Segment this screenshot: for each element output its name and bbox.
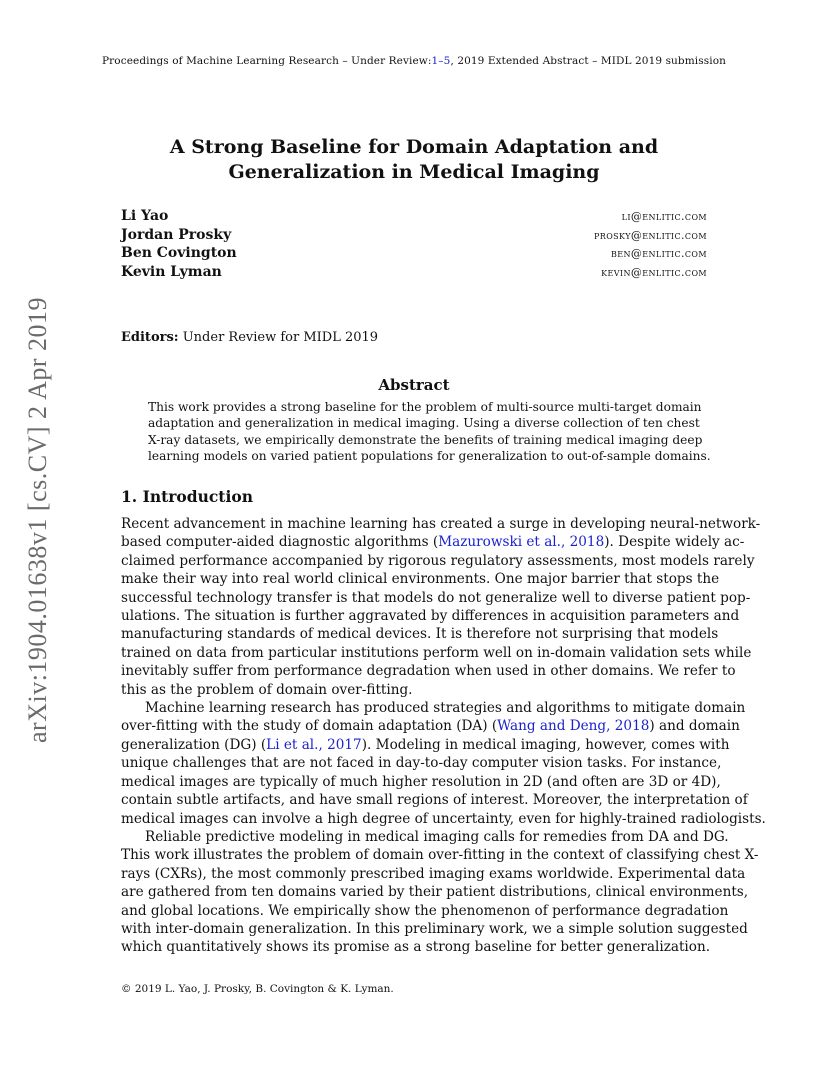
author-row: [121, 227, 707, 246]
author-row: [121, 264, 707, 283]
abstract-line: This work provides a strong baseline for the problem of multi-source multi-target domain: [148, 400, 702, 414]
citation-link[interactable]: Li et al., 2017: [266, 736, 362, 753]
editors-label: Editors:: [121, 330, 179, 345]
title-line-1: A Strong Baseline for Domain Adaptation and: [169, 136, 659, 158]
body-line: inevitably suffer from performance degradation when used in other domains. We refer to: [121, 663, 736, 680]
abstract-heading: Abstract: [378, 376, 450, 394]
abstract-line: X-ray datasets, we empirically demonstrate the benefits of training medical imaging deep: [148, 432, 703, 447]
body-line: [121, 717, 740, 735]
editors-line: [121, 330, 378, 345]
page-range-link[interactable]: 1–5: [431, 55, 451, 67]
author-email: li@enlitic.com: [621, 210, 707, 223]
body-line: and global locations. We empirically show the phenomenon of performance degradation: [121, 902, 729, 919]
body-line: trained on data from particular institutions perform well on in-domain validation sets while: [121, 644, 752, 661]
text-run: based computer-aided diagnostic algorithms (: [121, 534, 439, 551]
author-email: ben@enlitic.com: [610, 247, 707, 260]
body-line: successful technology transfer is that models do not generalize well to diverse patient pop-: [121, 589, 751, 606]
text-run: generalization (DG) (: [121, 736, 267, 753]
author-email: prosky@enlitic.com: [594, 228, 707, 242]
text-run: ). Despite widely ac-: [604, 534, 745, 551]
citation-link[interactable]: Mazurowski et al., 2018: [438, 534, 605, 551]
body-line: unique challenges that are not faced in day-to-day computer vision tasks. For instance,: [121, 755, 722, 772]
body-line: are gathered from ten domains varied by their patient distributions, clinical environments,: [121, 884, 749, 901]
text-run: ) and domain: [649, 718, 740, 735]
text-run: over-fitting with the study of domain adaptation (DA) (: [121, 718, 498, 735]
abstract-line: learning models on varied patient populations for generalization to out-of-sample domains.: [148, 449, 711, 464]
running-header: [0, 55, 828, 67]
body-line: rays (CXRs), the most commonly prescribed imaging exams worldwide. Experimental data: [121, 865, 746, 882]
author-block: [121, 208, 707, 282]
body-line: which quantitatively shows its promise as a strong baseline for better generalization.: [121, 939, 711, 956]
abstract-text: [148, 399, 711, 465]
title-line-2: Generalization in Medical Imaging: [228, 161, 600, 183]
text-run: ). Modeling in medical imaging, however, comes with: [361, 736, 730, 753]
body-line: make their way into real world clinical environments. One major barrier that stops the: [121, 571, 720, 588]
abstract-line: adaptation and generalization in medical imaging. Using a diverse collection of ten chest: [148, 416, 700, 431]
header-prefix: Proceedings of Machine Learning Research – Under Review:: [102, 55, 432, 67]
author-name: Li Yao: [121, 208, 169, 224]
arxiv-identifier: arXiv:1904.01638v1 [cs.CV] 2 Apr 2019: [23, 296, 52, 744]
body-line: medical images can involve a high degree of uncertainty, even for highly-trained radiologists.: [121, 810, 766, 827]
author-row: [121, 208, 707, 227]
body-line: claimed performance accompanied by rigorous regulatory assessments, most models rarely: [121, 552, 755, 569]
body-line: [121, 533, 745, 551]
author-row: [121, 245, 707, 264]
introduction-body: [121, 515, 766, 957]
author-name: Jordan Prosky: [121, 226, 232, 243]
body-line: this as the problem of domain over-fitting.: [121, 681, 413, 698]
editors-value: Under Review for MIDL 2019: [178, 330, 379, 345]
body-line: medical images are typically of much higher resolution in 2D (and often are 3D or 4D),: [121, 773, 721, 790]
author-name: Ben Covington: [121, 245, 237, 261]
body-line: manufacturing standards of medical devices. It is therefore not surprising that models: [121, 626, 719, 643]
author-name: Kevin Lyman: [121, 263, 222, 280]
paper-title: [121, 135, 707, 185]
body-line: ulations. The situation is further aggravated by differences in acquisition parameters and: [121, 608, 740, 625]
body-line: Reliable predictive modeling in medical imaging calls for remedies from DA and DG.: [145, 828, 729, 845]
citation-link[interactable]: Wang and Deng, 2018: [497, 718, 650, 735]
body-line: Recent advancement in machine learning has created a surge in developing neural-network-: [121, 516, 761, 532]
header-suffix: , 2019 Extended Abstract – MIDL 2019 submission: [450, 55, 726, 67]
author-email: kevin@enlitic.com: [601, 265, 707, 279]
copyright-notice: © 2019 L. Yao, J. Prosky, B. Covington & K. Lyman.: [121, 983, 394, 995]
section-heading: 1. Introduction: [121, 487, 253, 506]
body-line: Machine learning research has produced strategies and algorithms to mitigate domain: [145, 700, 746, 717]
body-line: [121, 736, 730, 754]
body-line: contain subtle artifacts, and have small regions of interest. Moreover, the interpretation of: [121, 792, 748, 809]
body-line: with inter-domain generalization. In this preliminary work, we a simple solution suggested: [121, 920, 748, 937]
body-line: This work illustrates the problem of domain over-fitting in the context of classifying chest X-: [121, 847, 759, 864]
